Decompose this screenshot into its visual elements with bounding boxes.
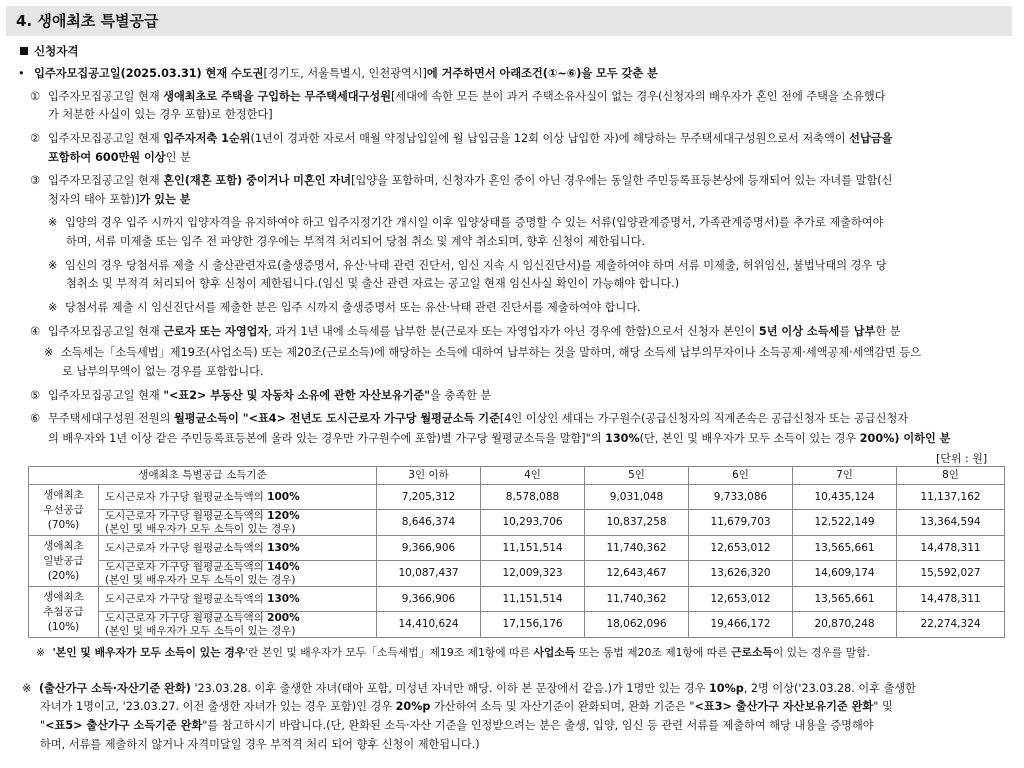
text: 청자의 태아 포함)]: [48, 193, 140, 206]
criterion-2-line1: [30, 131, 892, 146]
note-mark: ※: [36, 646, 46, 659]
text: 이 있는 경우를 말함.: [772, 646, 870, 659]
subheading-text: 신청자격: [34, 44, 79, 58]
criterion-cell: [99, 561, 377, 587]
text: 입주자모집공고일 현재: [48, 389, 164, 402]
value-cell: 9,733,086: [689, 485, 793, 510]
criterion-cell: [99, 536, 377, 561]
value-cell: 11,740,362: [585, 536, 689, 561]
value-cell: 13,626,320: [689, 561, 793, 587]
text-bold: 입주자저축 1순위: [163, 132, 251, 145]
text-bold: 120%: [267, 510, 300, 522]
table-row: [29, 561, 1005, 587]
text: 도시근로자 가구당 월평균소득액의: [105, 612, 268, 624]
table-row: [29, 510, 1005, 536]
text: 입주자모집공고일 현재: [48, 174, 164, 187]
text: 입양의 경우 입주 시까지 입양자격을 유지하여야 하고 입주지정기간 개시일 이후 입양상태를 증명할 수 있는 서류(입양관계증명서, 가족관계증명서)를 추가로 제출하여야: [64, 216, 884, 229]
text: 도시근로자 가구당 월평균소득액의: [105, 510, 268, 522]
text-bold: 5년 이상 소득세: [758, 325, 840, 338]
table-row: [29, 536, 1005, 561]
text-bold: 선납금을: [849, 132, 893, 145]
text-bold: 200%: [859, 432, 895, 445]
text: 도시근로자 가구당 월평균소득액의: [105, 592, 268, 605]
value-cell: 11,137,162: [897, 485, 1005, 510]
criterion-2-line2: [48, 150, 191, 165]
value-cell: 10,087,437: [377, 561, 481, 587]
value-cell: 12,653,012: [689, 536, 793, 561]
text-bold: 130%: [605, 432, 640, 445]
value-cell: 9,366,906: [377, 536, 481, 561]
text: 한 분: [875, 325, 901, 338]
text-bold: 가 있는 분: [139, 193, 191, 206]
intro-line: [18, 66, 658, 81]
value-cell: 8,646,374: [377, 510, 481, 536]
value-cell: 22,274,324: [897, 612, 1005, 638]
text: 생애최초: [43, 539, 84, 552]
text-bold: 생애최초로 주택을 구입하는 무주택세대구성원: [163, 90, 392, 103]
value-cell: 10,435,124: [793, 485, 897, 510]
criterion-6-line2: [48, 431, 950, 446]
criterion-number: ③: [30, 174, 41, 187]
value-cell: 10,837,258: [585, 510, 689, 536]
text: ": [40, 719, 46, 732]
text: 자녀가 1명이고, '23.03.27. 이전 출생한 자녀가 있는 경우 포함)인 경우: [40, 700, 396, 713]
text-bold: 월평균소득이 "<표4> 전년도 도시근로자 가구당 월평균소득 기준: [174, 412, 500, 425]
text-bold: 20%p: [395, 700, 431, 713]
header-cell: 4인: [481, 467, 585, 485]
note-adoption-line1: [48, 215, 883, 230]
table-row: [29, 612, 1005, 638]
note-income-tax-line2: 로 납부의무액이 없는 경우를 포함합니다.: [62, 365, 264, 378]
text-bold: 10%p: [709, 682, 744, 695]
text: (본인 및 배우자가 모두 소득이 있는 경우): [105, 573, 296, 586]
text: 도시근로자 가구당 월평균소득액의: [105, 490, 268, 503]
note-pregnancy-line1: [48, 258, 887, 273]
text: 가산하여 소득 및 자산기준이 완화되며, 완화 기준은 ": [430, 700, 695, 713]
note-adoption-line2: 하며, 서류 미제출 또는 입주 전 파양한 경우에는 부적격 처리되어 당첨 취소 및 계약 취소되며, 향후 신청이 제한됩니다.: [66, 235, 646, 248]
text: 또는 동법 제20조 제1항에 따른: [575, 646, 732, 659]
category-cell: [29, 536, 99, 587]
text-bold: ) 이하인 분: [894, 432, 951, 445]
text: , 과거 1년 내에 소득세를 납부한 분(근로자 또는 자영업자가 아닌 경우에 한함)으로서 신청자 본인이: [268, 325, 759, 338]
value-cell: 13,364,594: [897, 510, 1005, 536]
bullet-icon: •: [18, 67, 25, 80]
criterion-number: ⑥: [30, 412, 41, 425]
text: [세대에 속한 모든 분이 과거 주택소유사실이 없는 경우(신청자의 배우자가 혼인 전에 주택을 소유했다: [391, 90, 886, 103]
value-cell: 13,565,661: [793, 536, 897, 561]
footnote-birth-household-line3: [40, 718, 874, 733]
intro-b: [경기도, 서울특별시, 인천광역시]: [263, 67, 427, 80]
value-cell: 12,643,467: [585, 561, 689, 587]
table-row: [29, 587, 1005, 612]
text-bold: 130%: [267, 541, 300, 554]
value-cell: 8,578,088: [481, 485, 585, 510]
text-bold: "<표2> 부동산 및 자동차 소유에 관한 자산보유기준": [163, 389, 431, 402]
value-cell: 9,031,048: [585, 485, 689, 510]
text: 입주자모집공고일 현재: [48, 132, 164, 145]
text: 입주자모집공고일 현재: [48, 90, 164, 103]
text: , 2명 이상('23.03.28. 이후 출생한: [743, 682, 916, 695]
criterion-cell: [99, 485, 377, 510]
value-cell: 11,679,703: [689, 510, 793, 536]
criterion-number: ①: [30, 90, 41, 103]
text: 를: [839, 325, 854, 338]
note-mark: ※: [48, 216, 58, 229]
text-bold: <표3> 출산가구 자산보유기준 완화: [694, 700, 874, 713]
text: '23.03.28. 이후 출생한 자녀(태아 포함, 미성년 자녀만 해당. 이하 본 문장에서 같음.)가 1명만 있는 경우: [190, 682, 710, 695]
text: 무주택세대구성원 전원의: [48, 412, 174, 425]
footnote-both-income: [36, 645, 870, 660]
note-mark: ※: [22, 682, 32, 695]
value-cell: 19,466,172: [689, 612, 793, 638]
text-bold: 혼인(재혼 포함) 중이거나 미혼인 자녀: [163, 174, 352, 187]
square-bullet-icon: [20, 47, 28, 55]
text: (20%): [47, 569, 80, 582]
footnote-birth-household-line1: [22, 681, 916, 696]
text: 당첨서류 제출 시 임신진단서를 제출한 분은 입주 시까지 출생증명서 또는 유산·낙태 관련 진단서를 제출하여야 합니다.: [64, 301, 641, 314]
text: 인 분: [165, 151, 191, 164]
table-row: [29, 485, 1005, 510]
intro-c: 에 거주하면서 아래조건(①~⑥)을 모두 갖춘 분: [426, 67, 658, 80]
text: (70%): [47, 518, 80, 531]
text: 우선공급: [43, 503, 84, 516]
criterion-cell: [99, 510, 377, 536]
value-cell: 11,151,514: [481, 536, 585, 561]
value-cell: 7,205,312: [377, 485, 481, 510]
criterion-1-line2: 가 처분한 사실이 있는 경우 포함)로 한정한다]: [48, 108, 273, 121]
text-bold: 200%: [267, 612, 300, 624]
unit-label: [단위 : 원]: [936, 452, 988, 465]
text-bold: 포함하여 600만원 이상: [48, 151, 166, 164]
text: 의 배우자와 1년 이상 같은 주민등록표등본에 올라 있는 경우만 가구원수에 포함)별 가구당 월평균소득을 말함]"의: [48, 432, 606, 445]
criterion-number: ②: [30, 132, 41, 145]
text: (10%): [47, 620, 80, 633]
value-cell: 9,366,906: [377, 587, 481, 612]
criterion-number: ⑤: [30, 389, 41, 402]
header-cell: 3인 이하: [377, 467, 481, 485]
value-cell: 10,293,706: [481, 510, 585, 536]
text-bold: 140%: [267, 561, 300, 573]
criterion-3-line2: [48, 192, 191, 207]
note-income-tax-line1: [44, 345, 921, 360]
note-diagnosis: [48, 300, 641, 315]
criterion-6-line1: [30, 411, 908, 426]
category-cell: [29, 587, 99, 638]
category-cell: [29, 485, 99, 536]
text-bold: 근로소득: [731, 646, 773, 659]
text: 입주자모집공고일 현재: [48, 325, 164, 338]
value-cell: 11,740,362: [585, 587, 689, 612]
text: (본인 및 배우자가 모두 소득이 있는 경우): [105, 522, 296, 535]
text: 일반공급: [43, 554, 84, 567]
text: 생애최초: [43, 488, 84, 501]
text: " 및: [873, 700, 893, 713]
value-cell: 12,522,149: [793, 510, 897, 536]
header-cell: 7인: [793, 467, 897, 485]
value-cell: 15,592,027: [897, 561, 1005, 587]
value-cell: 14,609,174: [793, 561, 897, 587]
intro-a: 입주자모집공고일(2025.03.31) 현재 수도권: [34, 67, 264, 80]
text: '란 본인 및 배우자가 모두「소득세법」제19조 제1항에 따른: [245, 646, 534, 659]
text: 도시근로자 가구당 월평균소득액의: [105, 561, 268, 573]
text-bold: 근로자 또는 자영업자: [163, 325, 269, 338]
criterion-3-line1: [30, 173, 892, 188]
text: 소득세는「소득세법」제19조(사업소득) 또는 제20조(근로소득)에 해당하는 소득에 대하여 납부하는 것을 말하며, 해당 소득세 납부의무자이나 소득공제·세액공제·세액감면 등으: [60, 346, 922, 359]
text: (본인 및 배우자가 모두 소득이 있는 경우): [105, 624, 296, 637]
text-bold: 납부: [853, 325, 876, 338]
value-cell: 13,565,661: [793, 587, 897, 612]
income-criteria-table: [28, 466, 1005, 638]
value-cell: 11,151,514: [481, 587, 585, 612]
note-mark: ※: [44, 346, 54, 359]
footnote-birth-household-line2: [40, 699, 893, 714]
value-cell: 12,009,323: [481, 561, 585, 587]
header-cell: 6인: [689, 467, 793, 485]
text-bold: 130%: [267, 592, 300, 605]
text-bold: 100%: [267, 490, 300, 503]
criterion-cell: [99, 612, 377, 638]
value-cell: 20,870,248: [793, 612, 897, 638]
criterion-5: [30, 388, 491, 403]
header-cell: 5인: [585, 467, 689, 485]
value-cell: 14,478,311: [897, 536, 1005, 561]
value-cell: 14,478,311: [897, 587, 1005, 612]
text: 생애최초: [43, 590, 84, 603]
section-title: 4. 생애최초 특별공급: [6, 6, 1012, 36]
text: 임신의 경우 당첨서류 제출 시 출산관련자료(출생증명서, 유산·낙태 관련 진단서, 임신 지속 시 임신진단서)를 제출하여야 하며 서류 미제출, 허위임신, 불법낙태의 경우 당: [64, 259, 887, 272]
note-pregnancy-line2: 첨취소 및 부적격 처리되어 향후 신청이 제한됩니다.(임신 및 출산 관련 자료는 공고일 현재 임신사실 확인이 가능해야 합니다.): [66, 277, 680, 290]
text-bold: '본인 및 배우자가 모두 소득이 있는 경우: [52, 646, 246, 659]
header-cell: 생애최초 특별공급 소득기준: [29, 467, 377, 485]
text: [입양을 포함하며, 신청자가 혼인 중이 아닌 경우에는 동일한 주민등록표등본상에 등재되어 있는 자녀를 말함(신: [351, 174, 893, 187]
note-mark: ※: [48, 259, 58, 272]
criterion-cell: [99, 587, 377, 612]
text-bold: 사업소득: [533, 646, 576, 659]
value-cell: 14,410,624: [377, 612, 481, 638]
text: 추첨공급: [43, 605, 84, 618]
value-cell: 17,156,176: [481, 612, 585, 638]
text: 을 충족한 분: [430, 389, 492, 402]
text: (1년이 경과한 자로서 매월 약정납입일에 월 납입금을 12회 이상 납입한 자)에 해당하는 무주택세대구성원으로서 저축액이: [250, 132, 850, 145]
table-header-row: [29, 467, 1005, 485]
note-mark: ※: [48, 301, 58, 314]
criterion-number: ④: [30, 325, 41, 338]
criterion-4-line1: [30, 324, 901, 339]
text: (단, 본인 및 배우자가 모두 소득이 있는 경우: [639, 432, 860, 445]
text-bold: (출산가구 소득·자산기준 완화): [38, 682, 191, 695]
text: "를 참고하시기 바랍니다.(단, 완화된 소득·자산 기준을 인정받으려는 분은 출생, 입양, 임신 등 관련 서류를 제출하여 해당 내용을 증명해야: [202, 719, 874, 732]
header-cell: 8인: [897, 467, 1005, 485]
value-cell: 12,653,012: [689, 587, 793, 612]
subheading: [20, 43, 78, 59]
text: 도시근로자 가구당 월평균소득액의: [105, 541, 268, 554]
text-bold: <표5> 출산가구 소득기준 완화: [45, 719, 203, 732]
value-cell: 18,062,096: [585, 612, 689, 638]
footnote-birth-household-line4: 하며, 서류를 제출하지 않거나 자격미달일 경우 부적격 처리 되어 향후 신청이 제한됩니다.): [40, 738, 480, 751]
criterion-1-line1: [30, 89, 886, 104]
text: [4인 이상인 세대는 가구원수(공급신청자의 직계존속은 공급신청자 또는 공급신청자: [499, 412, 909, 425]
